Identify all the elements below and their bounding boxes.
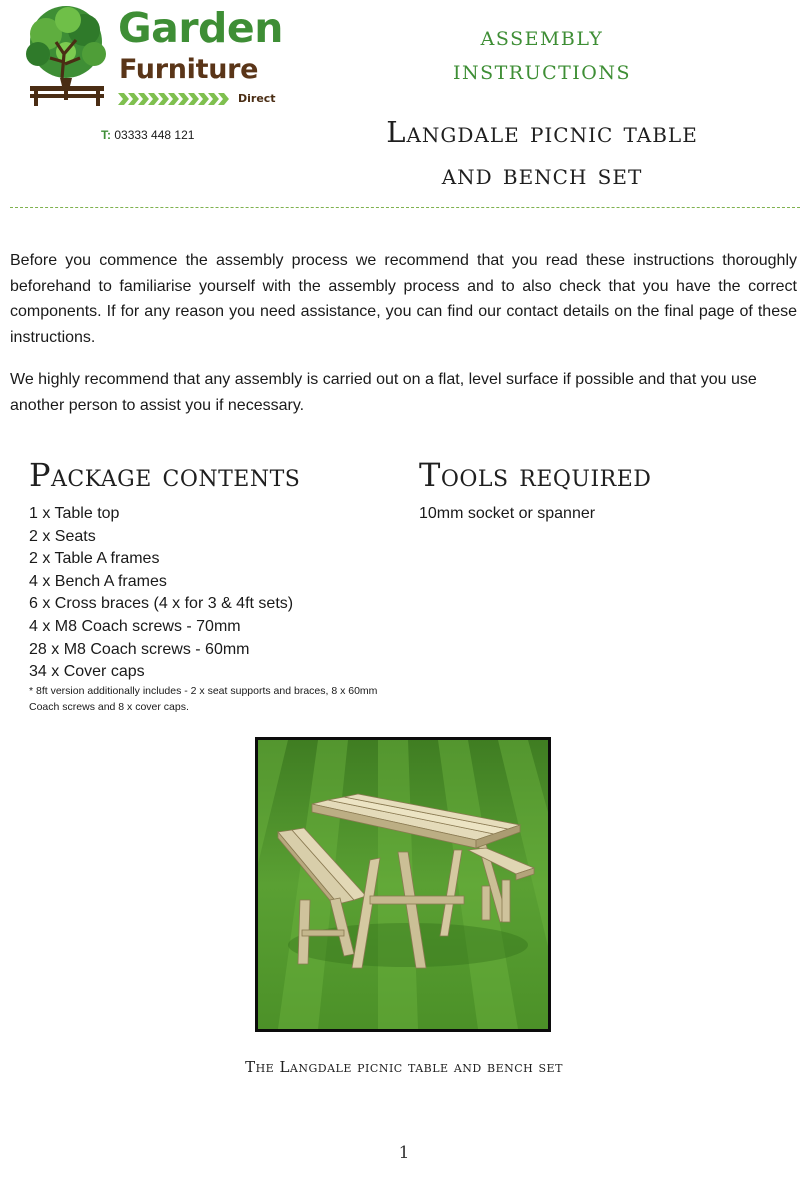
product-photo [255, 737, 551, 1032]
list-item: 2 x Table A frames [29, 550, 160, 568]
section-title-line1: assembly [480, 21, 604, 52]
phone-number [101, 128, 194, 142]
document-title [332, 111, 752, 195]
package-contents-heading: Package contents [29, 456, 301, 494]
tools-required-heading: Tools required [419, 456, 652, 494]
section-title-line2: instructions [452, 55, 632, 86]
header-divider [10, 207, 800, 208]
phone-value: 03333 448 121 [114, 128, 195, 142]
photo-caption: The Langdale picnic table and bench set [245, 1058, 563, 1076]
list-item: 2 x Seats [29, 527, 96, 545]
package-contents-list [29, 503, 293, 684]
intro-paragraph-2: We highly recommend that any assembly is carried out on a flat, level surface if possible and that you use another person to assist you if necessary. [10, 371, 757, 414]
document-title-line1: Langdale picnic table [386, 115, 698, 149]
picnic-table-illustration [258, 740, 548, 1029]
logo-word-furniture: Furniture [119, 54, 259, 85]
list-item: 6 x Cross braces (4 x for 3 & 4ft sets) [29, 595, 294, 613]
document-title-line2: and bench set [441, 157, 643, 191]
brand-logo [16, 2, 306, 108]
section-title [392, 20, 692, 88]
logo-word-direct: Direct [238, 92, 276, 105]
list-item: 1 x Table top [29, 505, 120, 522]
chevron-strip-icon [118, 93, 238, 105]
list-item: 10mm socket or spanner [419, 505, 596, 522]
list-item: 4 x Bench A frames [29, 572, 167, 590]
list-item: 28 x M8 Coach screws - 60mm [29, 640, 250, 658]
phone-label: T: [101, 128, 111, 142]
tools-list [419, 503, 595, 526]
list-item: 34 x Cover caps [29, 663, 145, 681]
package-footnote: * 8ft version additionally includes - 2 x seat supports and braces, 8 x 60mm Coach screws and 8 x cover caps. [29, 685, 378, 713]
tree-logo-icon [16, 2, 116, 108]
list-item: 4 x M8 Coach screws - 70mm [29, 617, 241, 635]
page-number: 1 [398, 1143, 410, 1163]
intro-paragraph-1: Before you commence the assembly process we recommend that you read these instructions thoroughly beforehand to familiarise yourself with the assembly process and to also check that you have the correct components. If for any reason you need assistance, you can find our contact details on the final page of these instructions. [10, 252, 797, 347]
logo-word-garden: Garden [118, 4, 283, 52]
